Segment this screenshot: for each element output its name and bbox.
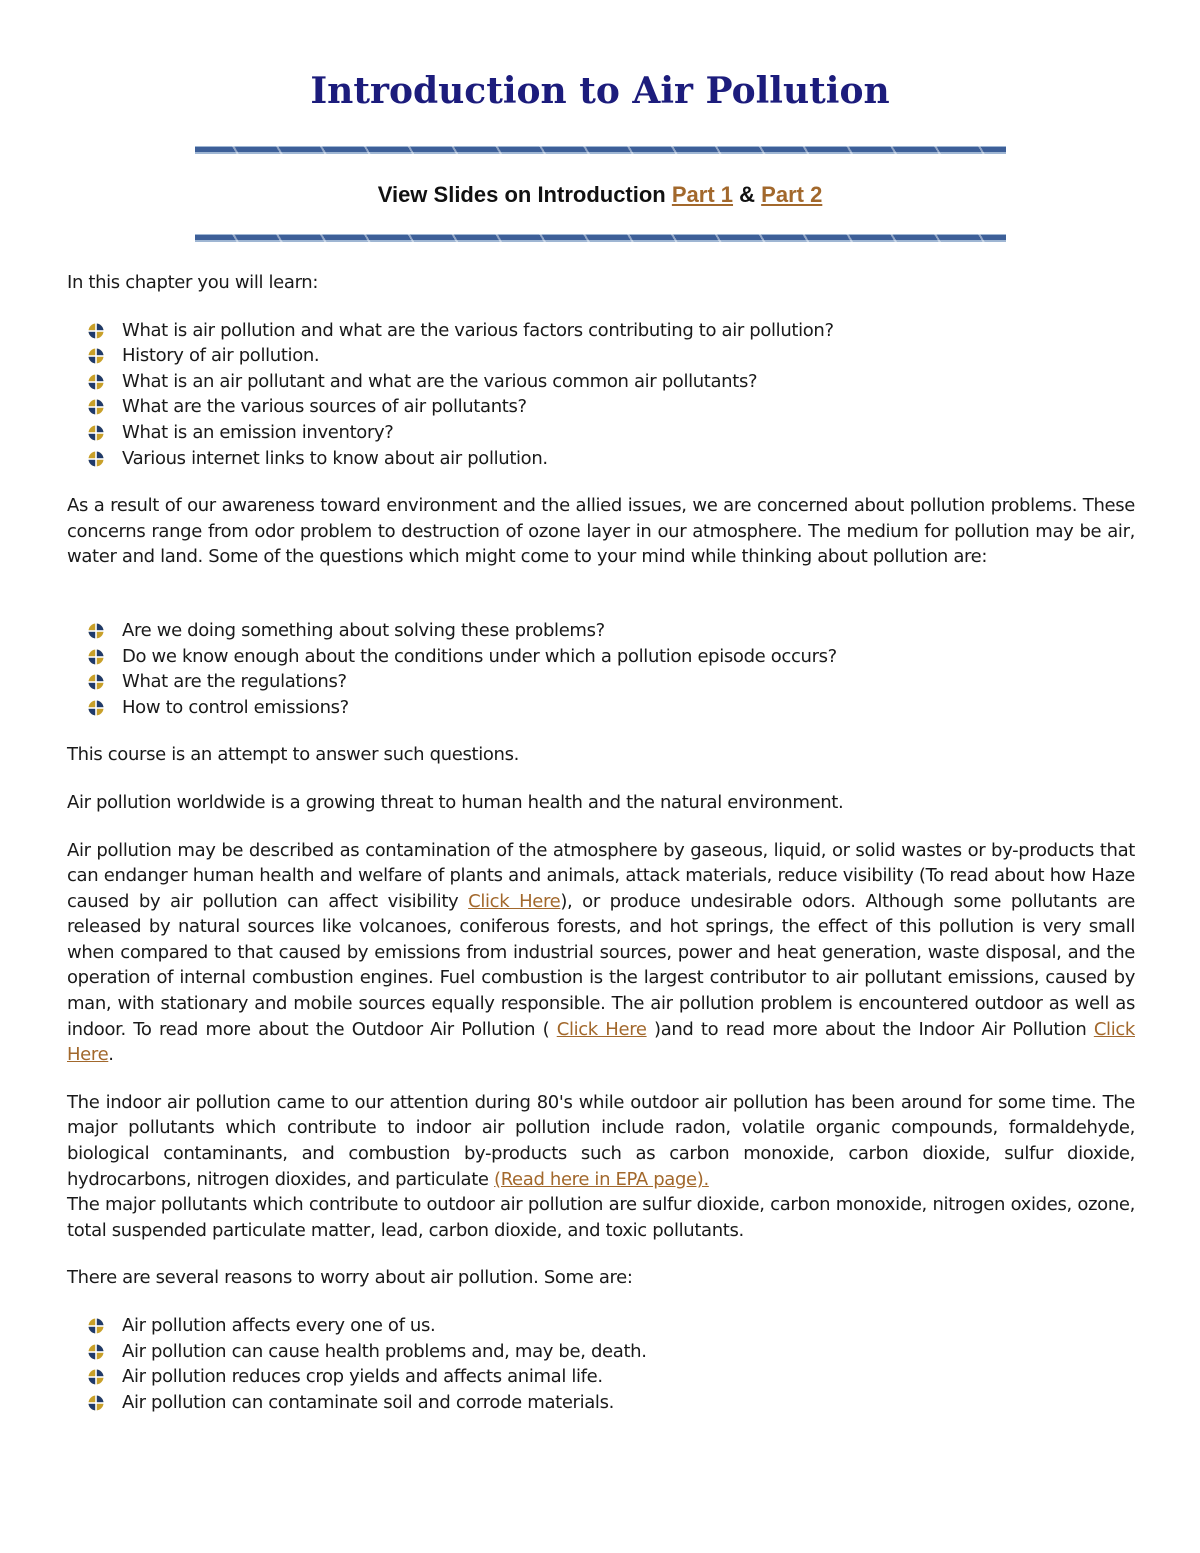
bullet-icon xyxy=(88,623,104,639)
description-part-1: Air pollution may be described as contamination of the atmosphere by gaseous, liquid, or solid wastes or by-products that can endanger human health and welfare of plants and animals, attack materials, reduce visibility (To read about how Haze caused by air pollution can affect visibility xyxy=(67,839,1135,912)
bullet-icon xyxy=(88,399,104,415)
haze-click-here-link[interactable]: Click Here xyxy=(468,890,561,912)
decorative-rule-top xyxy=(195,146,1006,154)
outdoor-click-here-link[interactable]: Click Here xyxy=(556,1018,647,1040)
epa-page-link[interactable]: (Read here in EPA page). xyxy=(494,1168,709,1190)
bullet-icon xyxy=(88,425,104,441)
bullet-icon xyxy=(88,700,104,716)
question-item-text: What are the regulations? xyxy=(122,671,347,693)
reason-item-text: Air pollution can cause health problems and, may be, death. xyxy=(122,1340,647,1362)
outdoor-paragraph: The major pollutants which contribute to outdoor air pollution are sulfur dioxide, carbon monoxide, nitrogen oxides, ozone, total suspended particulate matter, lead, carbon dioxide, and toxic pollutants. xyxy=(67,1194,1135,1241)
course-attempt-text: This course is an attempt to answer such questions. xyxy=(67,744,519,766)
learn-item-text: Various internet links to know about air pollution. xyxy=(122,447,548,469)
bullet-icon xyxy=(88,1318,104,1334)
question-item-text: How to control emissions? xyxy=(122,696,349,718)
question-item-text: Do we know enough about the conditions under which a pollution episode occurs? xyxy=(122,645,837,667)
description-part-3: )and to read more about the Indoor Air Pollution xyxy=(646,1018,1094,1040)
awareness-paragraph: As a result of our awareness toward environment and the allied issues, we are concerned about pollution problems. These concerns range from odor problem to destruction of ozone layer in our atmosphere. The medium for pollution may be air, water and land. Some of the questions which might come to your mind while thinking about pollution are: xyxy=(67,495,1135,568)
slides-prefix: View Slides on Introduction xyxy=(377,182,672,207)
indoor-paragraph xyxy=(67,1090,1135,1192)
chapter-content xyxy=(67,270,1135,1415)
learn-item xyxy=(67,420,1135,446)
question-item xyxy=(67,695,1135,721)
learn-list xyxy=(67,318,1135,472)
indoor-click-here-link[interactable]: Click Here xyxy=(67,1018,1135,1066)
intro-text: In this chapter you will learn: xyxy=(67,272,319,293)
bullet-icon xyxy=(88,674,104,690)
worldwide-text: Air pollution worldwide is a growing threat to human health and the natural environment. xyxy=(67,791,844,813)
question-item xyxy=(67,644,1135,670)
learn-item-text: What is an emission inventory? xyxy=(122,421,394,443)
learn-item xyxy=(67,369,1135,395)
slides-ampersand: & xyxy=(733,182,762,207)
reason-item-text: Air pollution reduces crop yields and affects animal life. xyxy=(122,1366,603,1388)
description-paragraph xyxy=(67,838,1135,1068)
bullet-icon xyxy=(88,348,104,364)
slides-heading xyxy=(0,182,1200,208)
learn-item xyxy=(67,394,1135,420)
learn-item xyxy=(67,446,1135,472)
bullet-icon xyxy=(88,1395,104,1411)
part-2-link[interactable]: Part 2 xyxy=(761,182,823,207)
question-item-text: Are we doing something about solving these problems? xyxy=(122,619,605,641)
reason-item xyxy=(67,1364,1135,1390)
description-part-2: ), or produce undesirable odors. Although some pollutants are released by natural sources like volcanoes, coniferous forests, and hot springs, the effect of this pollution is very small when compared to that caused by emissions from industrial sources, power and heat generation, waste disposal, and the operation of internal combustion engines. Fuel combustion is the largest contributor to air pollutant emissions, caused by man, with stationary and mobile sources equally responsible. The air pollution problem is encountered outdoor as well as indoor. To read more about the Outdoor Air Pollution ( xyxy=(67,890,1135,1040)
description-part-4: . xyxy=(108,1044,114,1066)
reason-item-text: Air pollution affects every one of us. xyxy=(122,1315,436,1336)
learn-item-text: What is air pollution and what are the various factors contributing to air pollution? xyxy=(122,319,834,341)
page-title: Introduction to Air Pollution xyxy=(310,70,890,112)
reason-item xyxy=(67,1339,1135,1365)
question-item xyxy=(67,669,1135,695)
learn-item xyxy=(67,343,1135,369)
question-list xyxy=(67,618,1135,720)
bullet-icon xyxy=(88,1344,104,1360)
indoor-text: The indoor air pollution came to our attention during 80's while outdoor air pollution has been around for some time. The major pollutants which contribute to indoor air pollution include radon, volatile organic compounds, formaldehyde, biological contaminants, and combustion by-products such as carbon monoxide, carbon dioxide, sulfur dioxide, hydrocarbons, nitrogen dioxides, and particulate xyxy=(67,1091,1135,1190)
part-1-link[interactable]: Part 1 xyxy=(671,182,734,207)
learn-item-text: What is an air pollutant and what are the various common air pollutants? xyxy=(122,370,758,392)
bullet-icon xyxy=(88,374,104,390)
reason-item xyxy=(67,1390,1135,1416)
learn-item-text: History of air pollution. xyxy=(122,345,320,367)
learn-item-text: What are the various sources of air pollutants? xyxy=(122,396,527,418)
bullet-icon xyxy=(88,1369,104,1385)
reason-item-text: Air pollution can contaminate soil and corrode materials. xyxy=(122,1391,614,1413)
question-item xyxy=(67,618,1135,644)
learn-item xyxy=(67,318,1135,344)
bullet-icon xyxy=(88,451,104,467)
reasons-intro-text: There are several reasons to worry about air pollution. Some are: xyxy=(67,1267,633,1289)
decorative-rule-bottom xyxy=(195,234,1006,242)
reason-list xyxy=(67,1313,1135,1415)
bullet-icon xyxy=(88,649,104,665)
reason-item xyxy=(67,1313,1135,1339)
bullet-icon xyxy=(88,323,104,339)
